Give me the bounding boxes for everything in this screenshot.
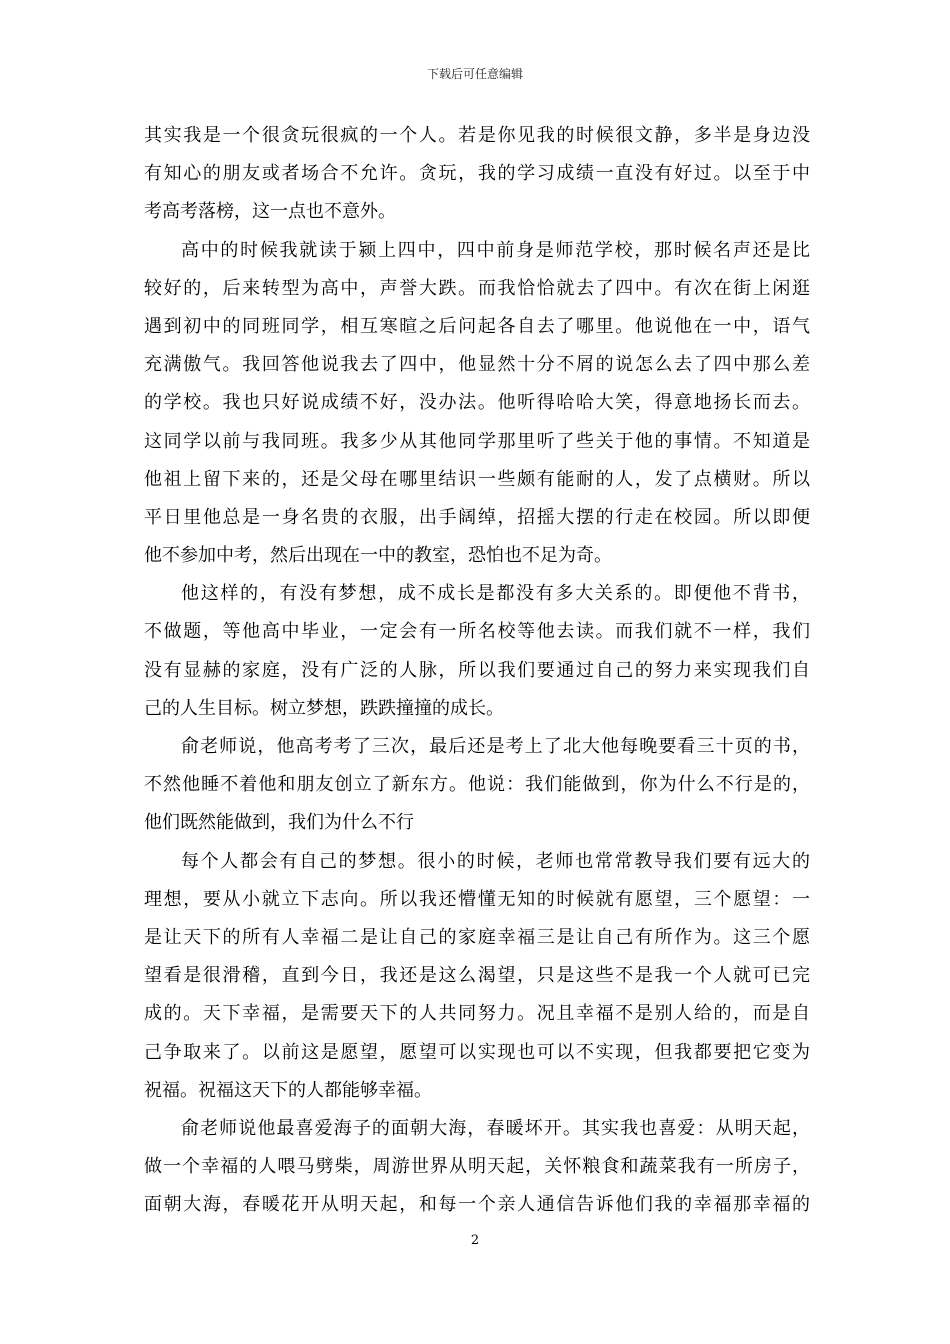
text-line: 俞老师说他最喜爱海子的面朝大海，春暖坏开。其实我也喜爱：从明天起， — [181, 1117, 810, 1139]
text-line: 不然他睡不着他和朋友创立了新东方。他说：我们能做到，你为什么不行是的， — [144, 774, 810, 796]
paragraph — [144, 584, 810, 737]
text-line: 不做题，等他高中毕业，一定会有一所名校等他去读。而我们就不一样，我们 — [144, 621, 810, 643]
text-line: 己的人生目标。树立梦想，跌跌撞撞的成长。 — [144, 697, 504, 719]
paragraph — [144, 737, 810, 852]
paragraph — [144, 852, 810, 1119]
text-line: 充满傲气。我回答他说我去了四中，他显然十分不屑的说怎么去了四中那么差 — [144, 354, 810, 376]
text-line: 没有显赫的家庭，没有广泛的人脉，所以我们要通过自己的努力来实现我们自 — [144, 659, 810, 681]
text-line: 是让天下的所有人幸福二是让自己的家庭幸福三是让自己有所作为。这三个愿 — [144, 926, 810, 948]
text-line: 俞老师说，他高考考了三次，最后还是考上了北大他每晚要看三十页的书， — [181, 736, 810, 757]
paragraph — [144, 241, 810, 585]
text-line: 他这样的，有没有梦想，成不成长是都没有多大关系的。即便他不背书， — [181, 583, 810, 605]
text-line: 面朝大海，春暖花开从明天起，和每一个亲人通信告诉他们我的幸福那幸福的 — [144, 1194, 810, 1216]
text-line: 己争取来了。以前这是愿望，愿望可以实现也可以不实现，但我都要把它变为 — [144, 1041, 810, 1063]
paragraph — [144, 126, 810, 241]
text-line: 做一个幸福的人喂马劈柴，周游世界从明天起，关怀粮食和蔬菜我有一所房子， — [144, 1156, 810, 1178]
text-line: 有知心的朋友或者场合不允许。贪玩，我的学习成绩一直没有好过。以至于中 — [144, 163, 810, 185]
document-body — [144, 126, 810, 1233]
text-line: 祝福。祝福这天下的人都能够幸福。 — [144, 1079, 432, 1101]
text-line: 其实我是一个很贪玩很疯的一个人。若是你见我的时候很文静，多半是身边没 — [144, 125, 810, 146]
text-line: 他祖上留下来的，还是父母在哪里结识一些颇有能耐的人，发了点横财。所以 — [144, 468, 810, 490]
text-line: 每个人都会有自己的梦想。很小的时候，老师也常常教导我们要有远大的 — [181, 850, 810, 872]
text-line: 成的。天下幸福，是需要天下的人共同努力。况且幸福不是别人给的，而是自 — [144, 1003, 810, 1025]
text-line: 高中的时候我就读于颍上四中，四中前身是师范学校，那时候名声还是比 — [181, 239, 810, 261]
text-line: 理想，要从小就立下志向。所以我还懵懂无知的时候就有愿望，三个愿望：一 — [144, 888, 810, 910]
text-line: 考高考落榜，这一点也不意外。 — [144, 201, 396, 223]
text-line: 望看是很滑稽，直到今日，我还是这么渴望，只是这些不是我一个人就可已完 — [144, 965, 810, 987]
page-number: 2 — [470, 1233, 480, 1248]
text-line: 较好的，后来转型为高中，声誉大跌。而我恰恰就去了四中。有次在街上闲逛 — [144, 277, 810, 299]
text-line: 的学校。我也只好说成绩不好，没办法。他听得哈哈大笑，得意地扬长而去。 — [144, 392, 810, 414]
text-line: 他们既然能做到，我们为什么不行 — [144, 812, 414, 834]
text-line: 遇到初中的同班同学，相互寒暄之后问起各自去了哪里。他说他在一中，语气 — [144, 315, 810, 337]
text-line: 平日里他总是一身名贵的衣服，出手阔绰，招摇大摆的行走在校园。所以即便 — [144, 506, 810, 528]
text-line: 这同学以前与我同班。我多少从其他同学那里听了些关于他的事情。不知道是 — [144, 430, 810, 452]
page-header: 下载后可任意编辑 — [426, 67, 523, 81]
text-line: 他不参加中考，然后出现在一中的教室，恐怕也不足为奇。 — [144, 545, 612, 567]
paragraph — [144, 1119, 810, 1234]
